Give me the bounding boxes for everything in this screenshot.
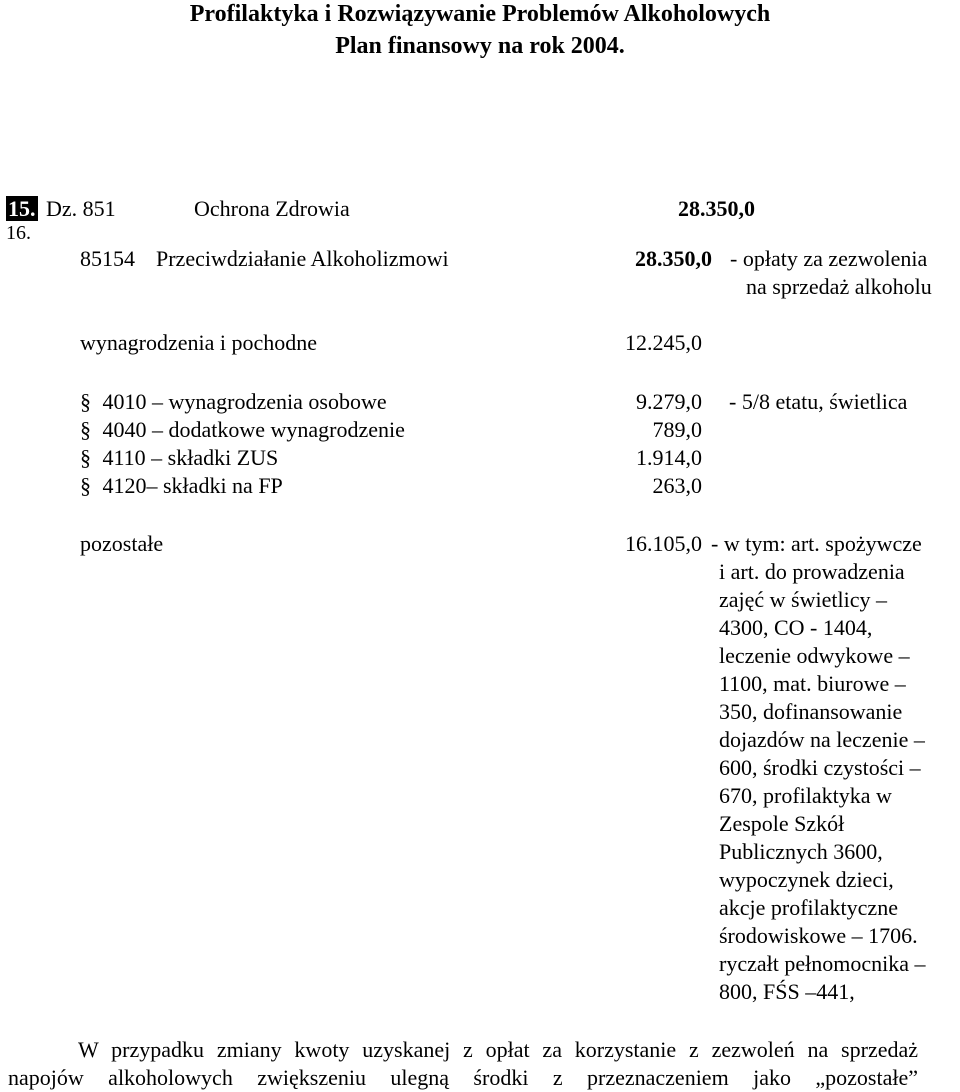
wages-label: wynagrodzenia i pochodne xyxy=(80,330,318,355)
document-title-line1: Profilaktyka i Rozwiązywanie Problemów Alkoholowych xyxy=(189,1,771,27)
division-label: Dz. 851 xyxy=(46,196,116,221)
paragraph-mark: § xyxy=(80,473,91,498)
division-name: Ochrona Zdrowia xyxy=(194,196,350,221)
wages-item-4110: § 4110 – składki ZUS xyxy=(80,445,279,470)
footer-line1: W przypadku zmiany kwoty uzyskanej z opłat za korzystanie z zezwoleń na sprzedaż xyxy=(78,1037,918,1062)
division-amount: 28.350,0 xyxy=(678,196,755,221)
other-note-line: 600, środki czystości – xyxy=(719,755,921,780)
other-note-line: - w tym: art. spożywcze xyxy=(711,531,922,556)
other-note-line: akcje profilaktyczne xyxy=(719,895,898,920)
chapter-name: Przeciwdziałanie Alkoholizmowi xyxy=(156,246,449,271)
wages-item-4010-note: - 5/8 etatu, świetlica xyxy=(729,389,908,414)
other-note-line: ryczałt pełnomocnika – xyxy=(719,951,926,976)
other-note-line: dojazdów na leczenie – xyxy=(719,727,925,752)
paragraph-mark: § xyxy=(80,389,91,414)
wages-item-4010-amount: 9.279,0 xyxy=(636,389,702,414)
paragraph-mark: § xyxy=(80,417,91,442)
other-note-line: 800, FŚS –441, xyxy=(719,979,855,1004)
wages-item-4040-amount: 789,0 xyxy=(652,417,702,442)
other-note-line: zajęć w świetlicy – xyxy=(719,587,887,612)
wages-item-4110-amount: 1.914,0 xyxy=(636,445,702,470)
other-note-line: 1100, mat. biurowe – xyxy=(719,671,906,696)
other-note-line: i art. do prowadzenia xyxy=(719,559,905,584)
wages-item-4120-amount: 263,0 xyxy=(652,473,702,498)
footer-line2: napojów alkoholowych zwiększeniu ulegną środki z przeznaczeniem jako „pozostałe” xyxy=(8,1065,918,1090)
chapter-note-line2: na sprzedaż alkoholu xyxy=(746,274,932,299)
other-note xyxy=(711,530,925,1006)
wages-item-4120: § 4120– składki na FP xyxy=(80,473,283,498)
chapter-amount: 28.350,0 xyxy=(635,246,712,271)
other-note-line: leczenie odwykowe – xyxy=(719,643,910,668)
wages-amount: 12.245,0 xyxy=(625,330,702,355)
paragraph-mark: § xyxy=(80,445,91,470)
chapter-note-line1: - opłaty za zezwolenia xyxy=(730,246,928,271)
other-note-line: 350, dofinansowanie xyxy=(719,699,903,724)
wages-item-4040: § 4040 – dodatkowe wynagrodzenie xyxy=(80,417,405,442)
other-label: pozostałe xyxy=(80,531,164,556)
other-note-line: środowiskowe – 1706. xyxy=(719,923,918,948)
other-amount: 16.105,0 xyxy=(625,531,702,556)
wages-item-4010: § 4010 – wynagrodzenia osobowe xyxy=(80,389,387,414)
other-note-line: wypoczynek dzieci, xyxy=(719,867,894,892)
other-note-line: 4300, CO - 1404, xyxy=(719,615,873,640)
chapter-code: 85154 xyxy=(80,246,135,271)
section-marker-top: 15. xyxy=(8,196,36,221)
other-note-line: Zespole Szkół xyxy=(719,811,845,836)
other-note-line: 670, profilaktyka w xyxy=(719,783,892,808)
document-title-line2: Plan finansowy na rok 2004. xyxy=(335,33,625,59)
other-note-line: Publicznych 3600, xyxy=(719,839,883,864)
section-marker-bottom: 16. xyxy=(6,222,31,244)
